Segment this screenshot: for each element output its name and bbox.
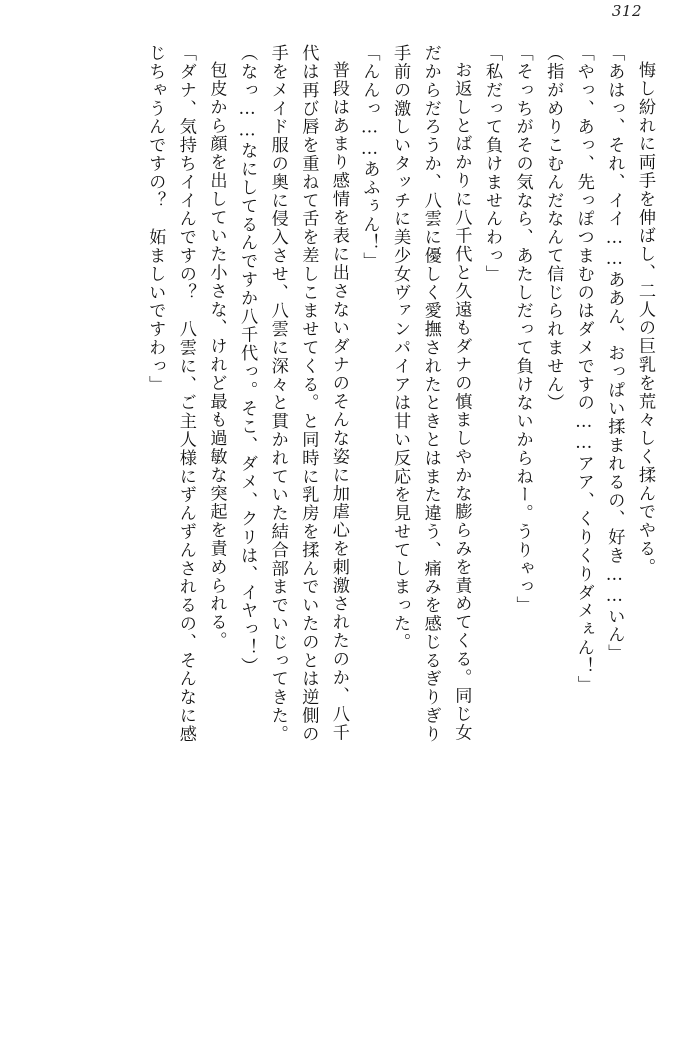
paragraph: 「やっ、あっ、先っぽつまむのはダメですの……アア、くりくりダメぇん！」 <box>573 44 594 694</box>
paragraph: 「私だって負けませんわっ」 <box>481 44 502 284</box>
paragraph: 「んんっ……あふぅん！」 <box>359 44 380 271</box>
paragraph: 普段はあまり感情を表に出さないダナのそんな姿に加虐心を刺激されたのか、八千 <box>328 61 349 742</box>
paragraph: 包皮から顔を出していた小さな、けれど最も過敏な突起を責められる。 <box>206 61 227 650</box>
paragraph: じちゃうんですの？ 妬ましいですわっ」 <box>145 44 166 394</box>
paragraph: 「あはっ、それ、イイ……ああん、おっぱい揉まれるの、好き……いん」 <box>604 44 625 663</box>
paragraph: お返しとばかりに八千代と久遠もダナの慎ましやかな膨らみを責めてくる。同じ女 <box>451 61 472 742</box>
paragraph: 「そっちがその気なら、あたしだって負けないからねー。うりゃっ」 <box>512 44 533 615</box>
paragraph: 手をメイド服の奥に侵入させ、八雲に深々と貫かれていた結合部までいじってきた。 <box>267 44 288 744</box>
paragraph: だからだろうか、八雲に優しく愛撫されたときとはまた違う、痛みを感じるぎりぎり <box>420 44 441 744</box>
paragraph: 手前の激しいタッチに美少女ヴァンパイアは甘い反応を見せてしまった。 <box>390 44 411 652</box>
paragraph: 悔し紛れに両手を伸ばし、二人の巨乳を荒々しく揉んでやる。 <box>635 61 655 577</box>
page-number: 312 <box>611 2 642 20</box>
paragraph: 「ダナ、気持ちイイんですの？ 八雲に、ご主人様にずんずんされるの、そんなに感 <box>175 44 196 744</box>
vertical-text-body <box>30 44 660 1009</box>
paragraph: （指がめりこむんだなんて信じられません） <box>543 44 564 412</box>
paragraph: （なっ……なにしてるんですか八千代っ。そこ、ダメ、クリは、イヤっ！） <box>237 44 258 676</box>
paragraph: 代は再び唇を重ねて舌を差しこませてくる。と同時に乳房を揉んでいたのとは逆側の <box>298 44 319 744</box>
